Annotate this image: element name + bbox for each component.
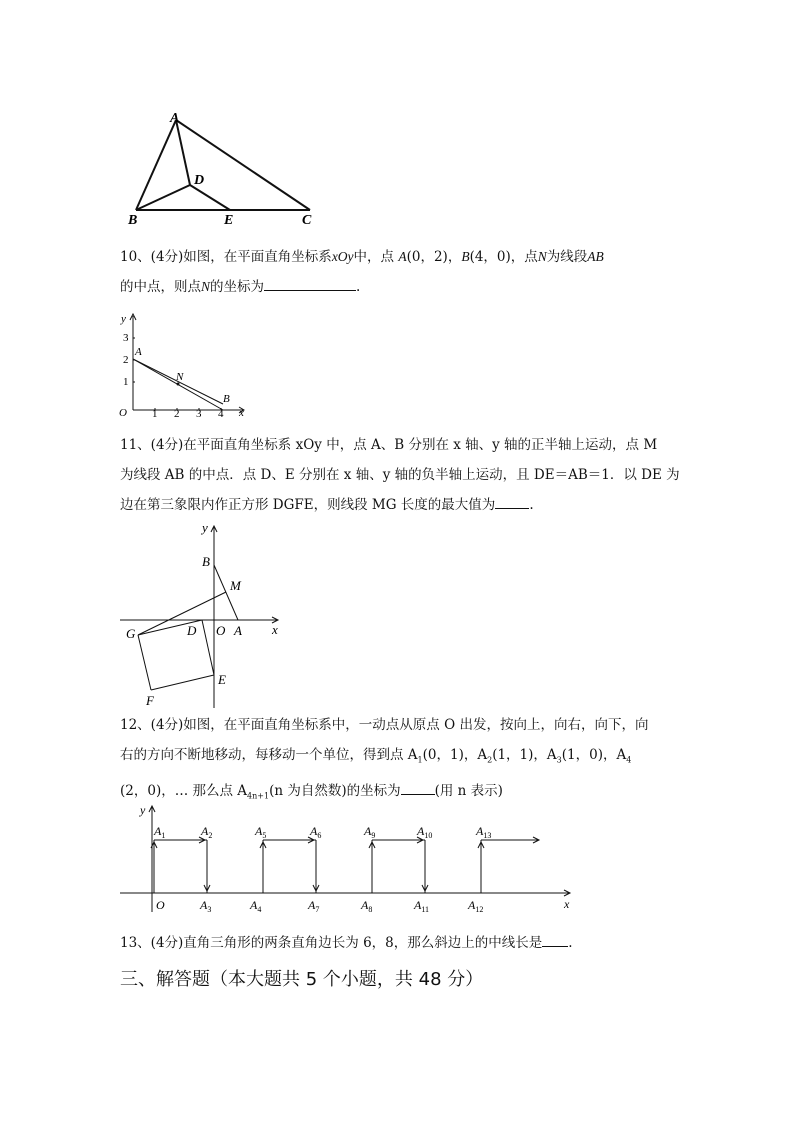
ytick-3: 3 bbox=[123, 332, 129, 344]
ytick-2: 2 bbox=[123, 354, 129, 366]
question-12: 12、(4分)如图，在平面直角坐标系中，一动点从原点 O 出发，按向上，向右，向下，向 右的方向不断地移动，每移动一个单位，得到点 $A_1(0$，1)，$A_2(1$，1)，$A_3(1$，0)，$A_4$ (2，0)，… 那么点 $A_{4n+1}(n$ 为自然数)的坐标为 (用 n 表示) bbox=[120, 717, 649, 801]
question-10: 10、(4分)如图，在平面直角坐标系xOy中，点 A(0，2)，B(4，0)，点N为线段AB 的中点，则点N的坐标为 . bbox=[120, 249, 604, 295]
label-D: D bbox=[194, 173, 205, 188]
origin-label: O bbox=[119, 407, 127, 419]
point-label-bottom: $A_3$ bbox=[200, 898, 212, 914]
point-F-label: F bbox=[146, 693, 154, 708]
origin-label: O bbox=[216, 623, 226, 638]
xtick-1: 1 bbox=[152, 408, 158, 420]
answer-blank[interactable] bbox=[542, 932, 568, 947]
ytick-1: 1 bbox=[123, 376, 129, 388]
label-A: A bbox=[170, 111, 180, 126]
point-G-label: G bbox=[126, 626, 136, 641]
point-label-bottom: $A_4$ bbox=[250, 898, 262, 914]
answer-blank[interactable] bbox=[264, 276, 356, 291]
label-E: E bbox=[224, 213, 234, 228]
coordinate-figure-q11 bbox=[118, 518, 298, 710]
point-N-label: N bbox=[176, 371, 184, 383]
label-C: C bbox=[302, 213, 312, 228]
point-label-bottom: $A_8$ bbox=[361, 898, 373, 914]
point-label-top: $A_2$ bbox=[201, 824, 213, 840]
xtick-3: 3 bbox=[196, 408, 202, 420]
point-B-label: B bbox=[223, 393, 230, 405]
origin-label: O bbox=[156, 898, 165, 912]
triangle-figure bbox=[120, 108, 330, 230]
point-label-top: $A_1$ bbox=[154, 824, 166, 840]
point-label-top: $A_5$ bbox=[255, 824, 267, 840]
point-label-bottom: $A_{11}$ bbox=[414, 898, 430, 914]
axis-x-label: x bbox=[272, 622, 278, 637]
axis-x-label: x bbox=[564, 897, 570, 911]
answer-blank[interactable] bbox=[495, 494, 529, 509]
point-label-top: $A_{10}$ bbox=[417, 824, 433, 840]
section-heading: 三、解答题（本大题共 5 个小题，共 48 分） bbox=[120, 969, 484, 990]
axis-y-label: y bbox=[140, 803, 146, 817]
point-label-top: $A_{13}$ bbox=[476, 824, 492, 840]
point-label-top: $A_6$ bbox=[310, 824, 322, 840]
point-A-label: A bbox=[135, 346, 142, 358]
question-11: 11、(4分)在平面直角坐标系 xOy 中，点 A、B 分别在 x 轴、y 轴的正半轴上运动，点 M 为线段 AB 的中点．点 D、E 分别在 x 轴、y 轴的负半轴上运动，且 DE＝AB＝1．以 DE 为 边在第三象限内作正方形 DGFE，则线段 MG 长度的最大值为 . bbox=[120, 437, 680, 513]
point-label-bottom: $A_{12}$ bbox=[468, 898, 484, 914]
point-A-label: A bbox=[234, 623, 242, 638]
coordinate-figure-q10 bbox=[115, 310, 255, 420]
point-E-label: E bbox=[218, 672, 226, 687]
question-13: 13、(4分)直角三角形的两条直角边长为 6，8，那么斜边上的中线长是 . bbox=[120, 928, 680, 958]
label-B: B bbox=[128, 213, 138, 228]
path-figure-q12 bbox=[118, 800, 580, 918]
axis-x-label: x bbox=[239, 407, 244, 419]
point-M-label: M bbox=[230, 578, 241, 593]
xtick-4: 4 bbox=[218, 408, 224, 420]
answer-blank[interactable] bbox=[401, 780, 435, 795]
axis-y-label: y bbox=[202, 520, 208, 535]
point-D-label: D bbox=[187, 623, 197, 638]
point-label-bottom: $A_7$ bbox=[308, 898, 320, 914]
point-B-label: B bbox=[202, 554, 210, 569]
axis-y-label: y bbox=[121, 313, 126, 325]
xtick-2: 2 bbox=[174, 408, 180, 420]
point-label-top: $A_9$ bbox=[364, 824, 376, 840]
